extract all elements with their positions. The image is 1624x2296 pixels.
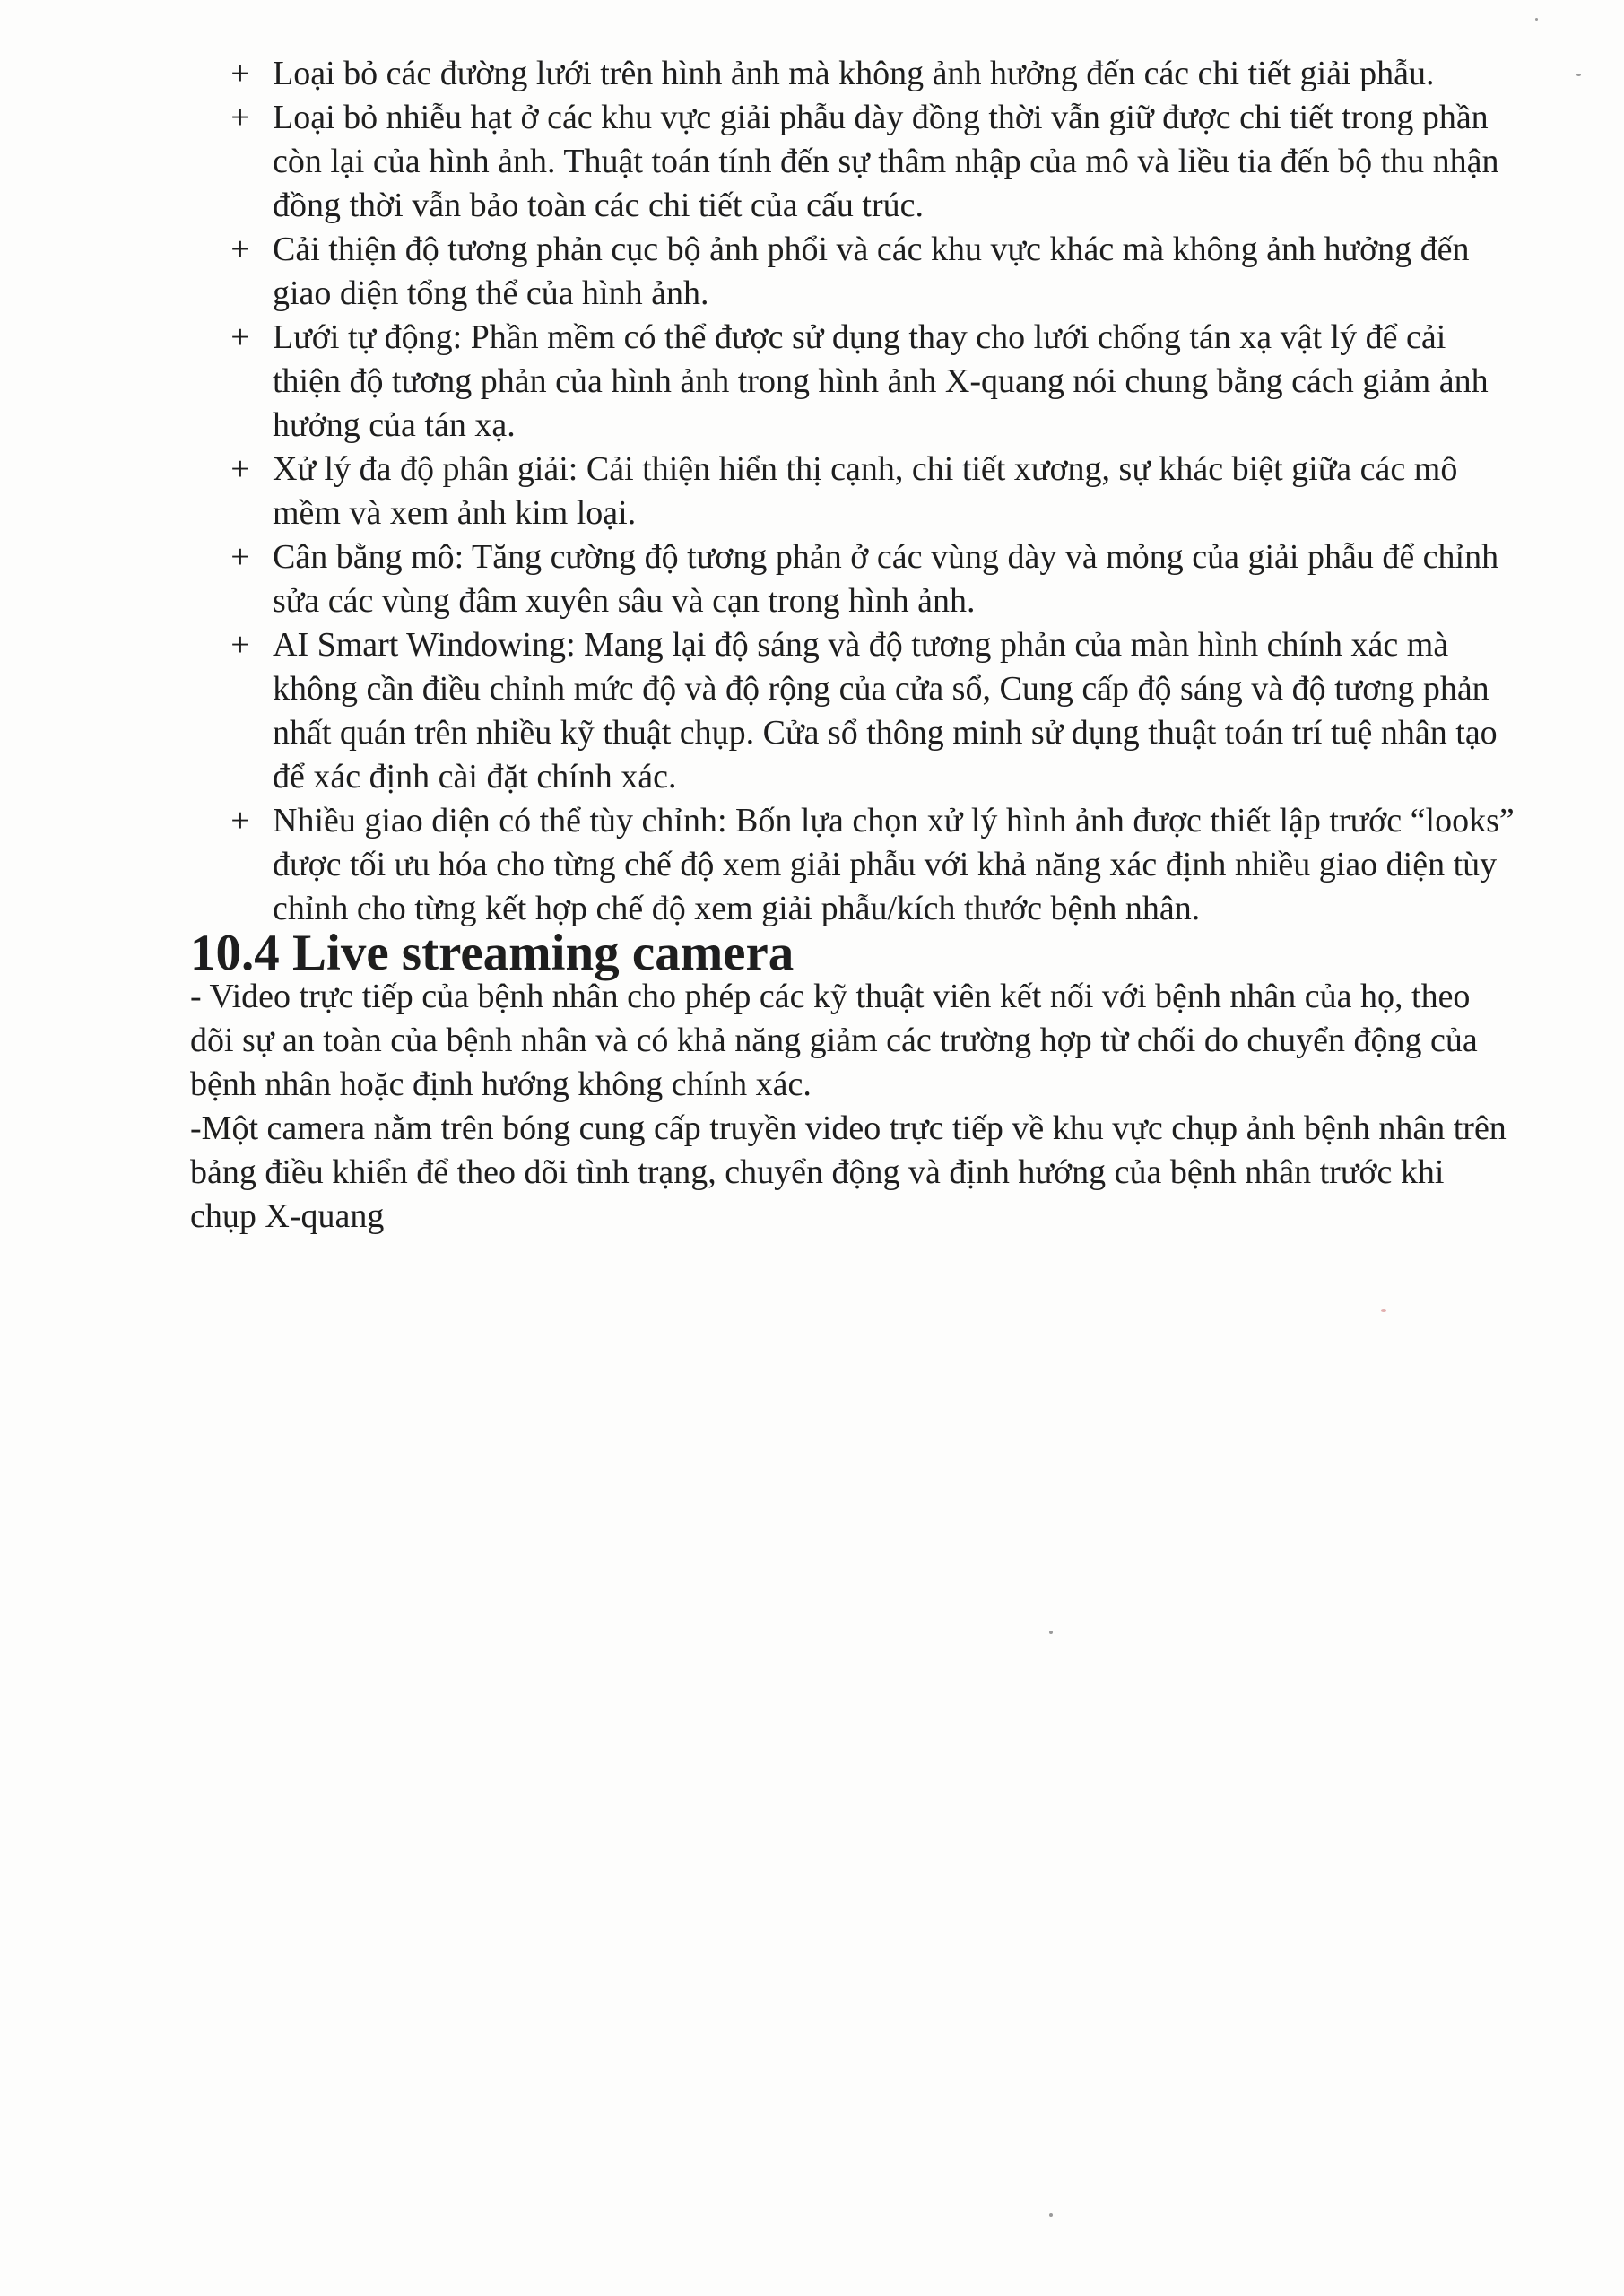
- paragraph: - Video trực tiếp của bệnh nhân cho phép các kỹ thuật viên kết nối với bệnh nhân của họ, theo dõi sự an toàn của bệnh nhân và có khả năng giảm các trường hợp từ chối do chuyển động của bệnh nhân hoặc định hướng không chính xác.: [190, 978, 1478, 1103]
- list-item-text: AI Smart Windowing: Mang lại độ sáng và độ tương phản của màn hình chính xác mà không cần điều chỉnh mức độ và độ rộng của cửa sổ, Cung cấp độ sáng và độ tương phản nhất quán trên nhiều kỹ thuật chụp. Cửa sổ thông minh sử dụng thuật toán trí tuệ nhân tạo để xác định cài đặt chính xác.: [273, 626, 1498, 796]
- scan-speck: [1381, 1309, 1386, 1312]
- list-item-text: Xử lý đa độ phân giải: Cải thiện hiển thị cạnh, chi tiết xương, sự khác biệt giữa các mô mềm và xem ảnh kim loại.: [273, 450, 1458, 532]
- scan-speck: [1049, 2213, 1053, 2217]
- plus-bullet: +: [230, 55, 250, 92]
- list-item-text: Cải thiện độ tương phản cục bộ ảnh phổi và các khu vực khác mà không ảnh hưởng đến giao diện tổng thể của hình ảnh.: [273, 230, 1470, 312]
- list-item-text: Loại bỏ nhiễu hạt ở các khu vực giải phẫu dày đồng thời vẫn giữ được chi tiết trong phần còn lại của hình ảnh. Thuật toán tính đến sự thâm nhập của mô và liều tia đến bộ thu nhận đồng thời vẫn bảo toàn các chi tiết của cấu trúc.: [273, 99, 1499, 224]
- list-item: [190, 96, 1517, 228]
- list-item: [190, 623, 1517, 799]
- scan-speck: [1535, 18, 1538, 21]
- list-item-text: Nhiều giao diện có thể tùy chỉnh: Bốn lựa chọn xử lý hình ảnh được thiết lập trước “looks” được tối ưu hóa cho từng chế độ xem giải phẫu với khả năng xác định nhiều giao diện tùy chỉnh cho từng kết hợp chế độ xem giải phẫu/kích thước bệnh nhân.: [273, 802, 1515, 927]
- list-item: [190, 448, 1517, 535]
- scan-speck: [1576, 74, 1581, 76]
- plus-bullet: +: [230, 230, 250, 268]
- list-item: [190, 316, 1517, 448]
- plus-bullet: +: [230, 538, 250, 576]
- list-item-text: Cân bằng mô: Tăng cường độ tương phản ở các vùng dày và mỏng của giải phẫu để chỉnh sửa các vùng đâm xuyên sâu và cạn trong hình ảnh.: [273, 538, 1499, 620]
- plus-bullet: +: [230, 626, 250, 664]
- list-item-text: Loại bỏ các đường lưới trên hình ảnh mà không ảnh hưởng đến các chi tiết giải phẫu.: [273, 55, 1435, 92]
- section-heading: 10.4 Live streaming camera: [190, 925, 795, 981]
- plus-bullet: +: [230, 318, 250, 356]
- paragraph: -Một camera nằm trên bóng cung cấp truyền video trực tiếp về khu vực chụp ảnh bệnh nhân trên bảng điều khiển để theo dõi tình trạng, chuyển động và định hướng của bệnh nhân trước khi chụp X-quang: [190, 1109, 1507, 1235]
- list-item: [190, 52, 1517, 96]
- plus-bullet: +: [230, 450, 250, 488]
- scan-speck: [1049, 1631, 1053, 1634]
- list-item: [190, 228, 1517, 316]
- list-item: [190, 799, 1517, 931]
- plus-bullet: +: [230, 99, 250, 136]
- list-item: [190, 535, 1517, 623]
- page-content: [190, 52, 1517, 1239]
- processing-features-list: [190, 52, 1517, 931]
- list-item-text: Lưới tự động: Phần mềm có thể được sử dụng thay cho lưới chống tán xạ vật lý để cải thiện độ tương phản của hình ảnh trong hình ảnh X-quang nói chung bằng cách giảm ảnh hưởng của tán xạ.: [273, 318, 1489, 444]
- plus-bullet: +: [230, 802, 250, 839]
